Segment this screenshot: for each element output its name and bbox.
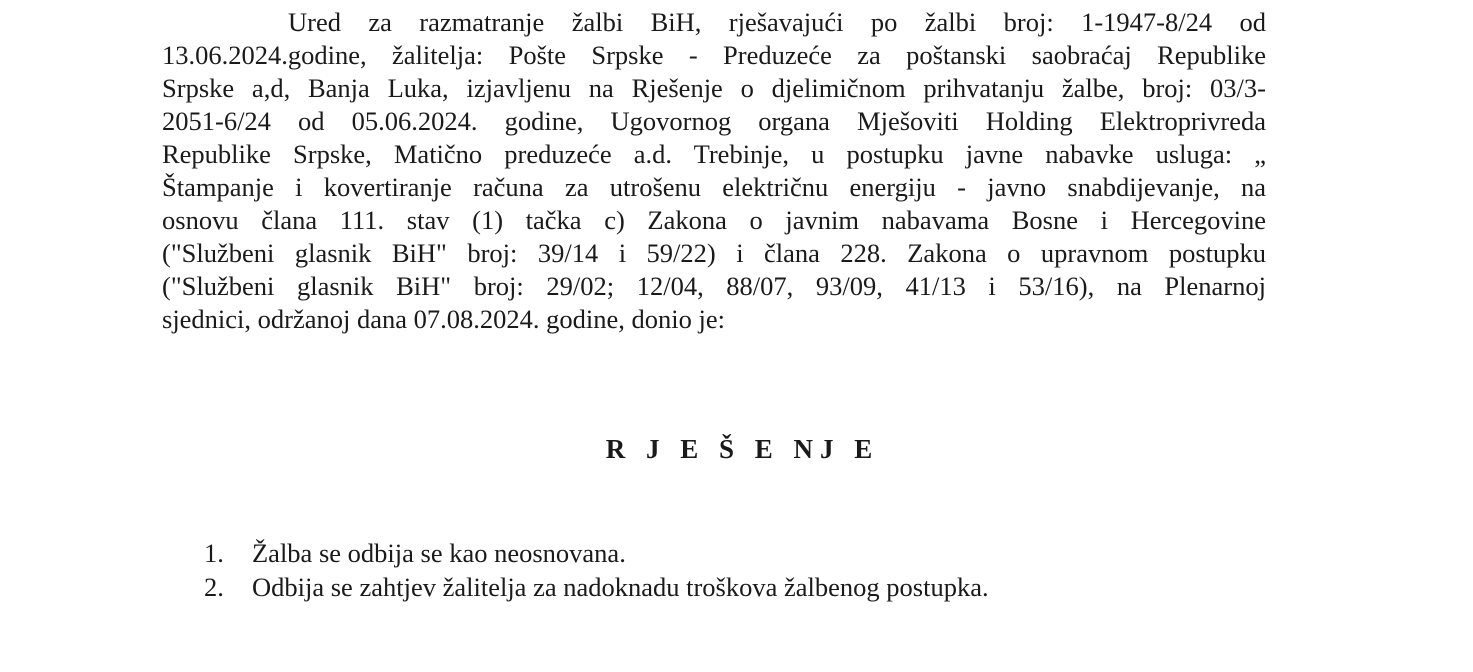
- intro-line: ("Službeni glasnik BiH" broj: 29/02; 12/04, 88/07, 93/09, 41/13 i 53/16), na Plenarnoj: [162, 271, 1266, 301]
- intro-line: Srpske a,d, Banja Luka, izjavljenu na Rješenje o djelimičnom prihvatanju žalbe, broj: 03/3-: [162, 73, 1266, 103]
- intro-line: 2051-6/24 od 05.06.2024. godine, Ugovornog organa Mješoviti Holding Elektroprivreda: [162, 106, 1266, 136]
- list-item-number: 2.: [204, 572, 224, 602]
- list-item-text: Odbija se zahtjev žalitelja za nadoknadu troškova žalbenog postupka.: [252, 572, 989, 602]
- intro-line: Štampanje i kovertiranje računa za utrošenu električnu energiju - javno snabdijevanje, na: [162, 172, 1266, 202]
- list-item: [204, 570, 989, 604]
- decision-list: [204, 536, 989, 604]
- intro-line: Republike Srpske, Matično preduzeće a.d. Trebinje, u postupku javne nabavke usluga: „: [162, 139, 1266, 169]
- intro-line: Ured za razmatranje žalbi BiH, rješavajući po žalbi broj: 1-1947-8/24 od: [288, 7, 1266, 37]
- list-item-number: 1.: [204, 538, 224, 568]
- list-item-text: Žalba se odbija se kao neosnovana.: [252, 538, 626, 568]
- intro-line: osnovu člana 111. stav (1) tačka c) Zakona o javnim nabavama Bosne i Hercegovine: [162, 205, 1266, 235]
- intro-line: ("Službeni glasnik BiH" broj: 39/14 i 59/22) i člana 228. Zakona o upravnom postupku: [162, 238, 1266, 268]
- intro-line: sjednici, održanoj dana 07.08.2024. godine, donio je:: [162, 304, 726, 334]
- intro-paragraph: [162, 6, 1266, 336]
- list-item: [204, 536, 989, 570]
- intro-line: 13.06.2024.godine, žalitelja: Pošte Srpske - Preduzeće za poštanski saobraćaj Republike: [162, 40, 1266, 70]
- decision-heading: R J E Š E NJ E: [605, 434, 880, 464]
